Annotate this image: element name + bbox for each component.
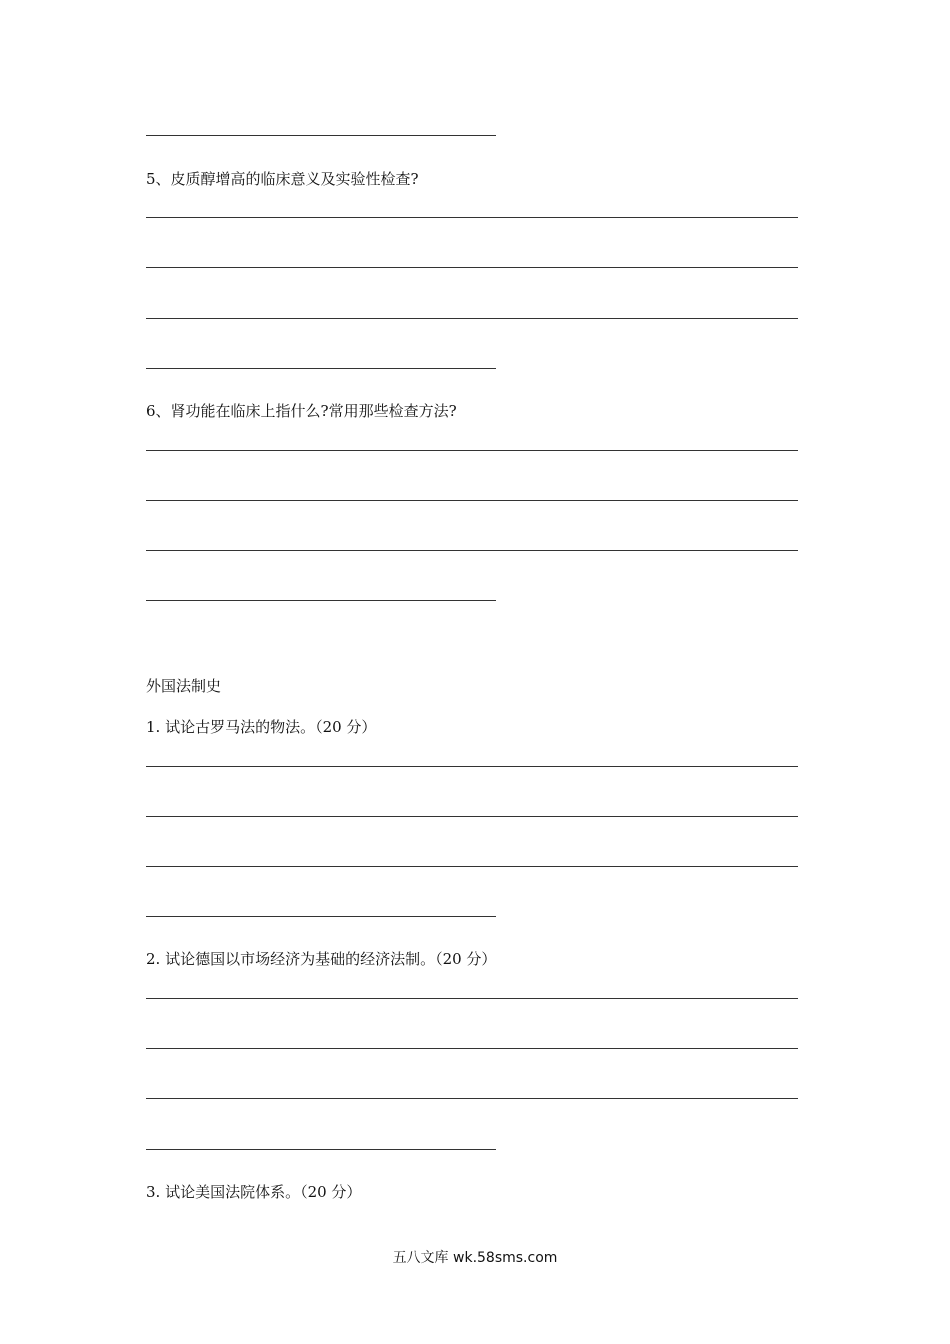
question-6: 6、肾功能在临床上指什么?常用那些检查方法? [146, 402, 457, 420]
answer-line [146, 500, 798, 501]
law-question-3: 3. 试论美国法院体系。（20 分） [146, 1183, 362, 1201]
answer-line [146, 866, 798, 867]
answer-line [146, 766, 798, 767]
answer-line [146, 998, 798, 999]
answer-line [146, 600, 496, 601]
answer-line [146, 450, 798, 451]
footer-watermark: 五八文库 wk.58sms.com [392, 1250, 558, 1266]
law-question-2: 2. 试论德国以市场经济为基础的经济法制。（20 分） [146, 950, 497, 968]
law-question-1: 1. 试论古罗马法的物法。（20 分） [146, 718, 377, 736]
answer-line [146, 1098, 798, 1099]
answer-line [146, 135, 496, 136]
answer-line [146, 267, 798, 268]
section-title: 外国法制史 [146, 677, 222, 695]
answer-line [146, 368, 496, 369]
answer-line [146, 217, 798, 218]
answer-line [146, 916, 496, 917]
answer-line [146, 816, 798, 817]
answer-line [146, 318, 798, 319]
answer-line [146, 1048, 798, 1049]
question-5: 5、皮质醇增高的临床意义及实验性检查? [146, 170, 419, 188]
answer-line [146, 550, 798, 551]
answer-line [146, 1149, 496, 1150]
